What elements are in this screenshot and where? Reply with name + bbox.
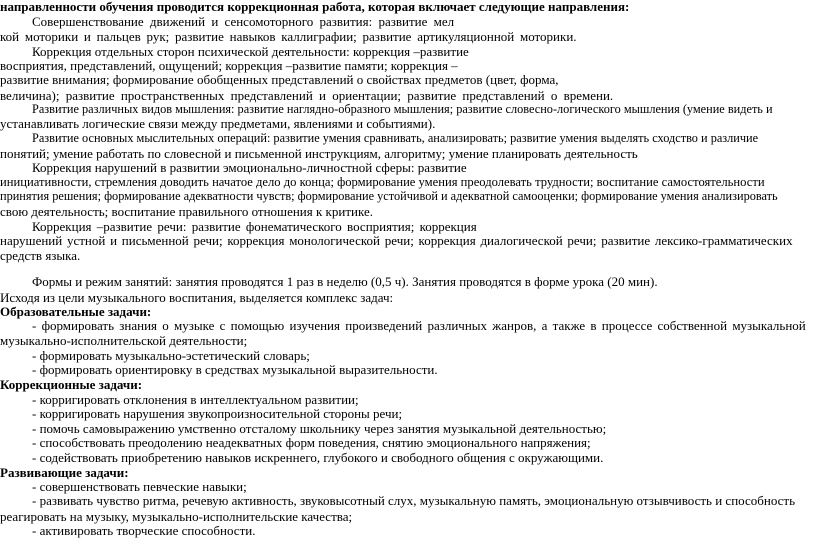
section-heading: Коррекционные задачи: [0, 377, 143, 393]
text-line: Коррекция –развитие речи: развитие фонематического восприятия; коррекция [32, 218, 477, 234]
text-line: принятия решения; формирование адекватности чувств; формирование устойчивой и адекватной самооценки; формирование умения анализировать [0, 189, 778, 204]
text-line: Исходя из цели музыкального воспитания, выделяется комплекс задач: [0, 289, 394, 305]
forms-line: Формы и режим занятий: занятия проводятся 1 раз в неделю (0,5 ч). Занятия проводятся в форме урока (20 мин). [32, 274, 658, 290]
list-item: - формировать ориентировку в средствах музыкальной выразительности. [32, 362, 438, 378]
text-line: величина); развитие пространственных представлений и ориентации; развитие представлений о времени. [0, 87, 614, 103]
text-line: свою деятельность; воспитание правильного отношения к критике. [0, 203, 373, 219]
list-item: - формировать музыкально-эстетический словарь; [32, 347, 310, 363]
list-item: - корригировать отклонения в интеллектуальном развитии; [32, 391, 359, 407]
text-line: Коррекция нарушений в развитии эмоционально-личностной сферы: развитие [32, 159, 467, 175]
list-item: - формировать знания о музыке с помощью изучения произведений различных жанров, а также в процессе собственной музыкальной [32, 318, 806, 334]
list-item-continuation: реагировать на музыку, музыкально-исполнительские качества; [0, 508, 353, 524]
text-line: средств языка. [0, 247, 81, 263]
list-item: - способствовать преодолению неадекватных форм поведения, снятию эмоционального напряжения; [32, 435, 591, 451]
list-item: - помочь самовыражению умственно отсталому школьнику через занятия музыкальной деятельностью; [32, 421, 607, 437]
text-line: кой моторики и пальцев рук; развитие навыков каллиграфии; развитие артикуляционной моторики. [0, 29, 577, 45]
section-heading: Образовательные задачи: [0, 303, 152, 319]
text-line: восприятия, представлений, ощущений; коррекция –развитие памяти; коррекция – [0, 58, 458, 74]
text-line: понятий; умение работать по словесной и письменной инструкциям, алгоритму; умение планировать деятельность [0, 145, 638, 161]
text-line: Совершенствование движений и сенсомоторного развития: развитие мел [32, 14, 455, 30]
list-item: - содействовать приобретению навыков искреннего, глубокого и свободного общения с окружающими. [32, 449, 604, 465]
text-line: Коррекция отдельных сторон психической деятельности: коррекция –развитие [32, 43, 469, 59]
text-line: инициативности, стремления доводить начатое дело до конца; формирование умения преодолевать трудности; воспитание самостоятельности [0, 175, 765, 190]
list-item: - корригировать нарушения звукопроизносительной стороны речи; [32, 405, 403, 421]
section-heading: Развивающие задачи: [0, 464, 129, 480]
list-item: - активировать творческие способности. [32, 523, 256, 538]
text-line: нарушений устной и письменной речи; коррекция монологической речи; коррекция диалогической речи; развитие лексико-грамматических [0, 233, 793, 249]
text-line: устанавливать логические связи между предметами, явлениями и событиями). [0, 116, 436, 132]
text-line: Развитие различных видов мышления: развитие наглядно-образного мышления; развитие словесно-логического мышления (умение видеть и [32, 101, 773, 116]
text-line: развитие внимания; формирование обобщенных представлений о свойствах предметов (цвет, форма, [0, 72, 559, 88]
text-line: Развитие основных мыслительных операций: развитие умения сравнивать, анализировать; развитие умения выделять сходство и различие [32, 131, 759, 146]
intro-line: направленности обучения проводится коррекционная работа, которая включает следующие направления: [0, 0, 630, 14]
list-item: - совершенствовать певческие навыки; [32, 479, 247, 495]
list-item-continuation: музыкально-исполнительской деятельности; [0, 333, 248, 349]
list-item: - развивать чувство ритма, речевую активность, звуковысотный слух, музыкальную память, эмоциональную отзывчивость и способность [32, 493, 796, 509]
